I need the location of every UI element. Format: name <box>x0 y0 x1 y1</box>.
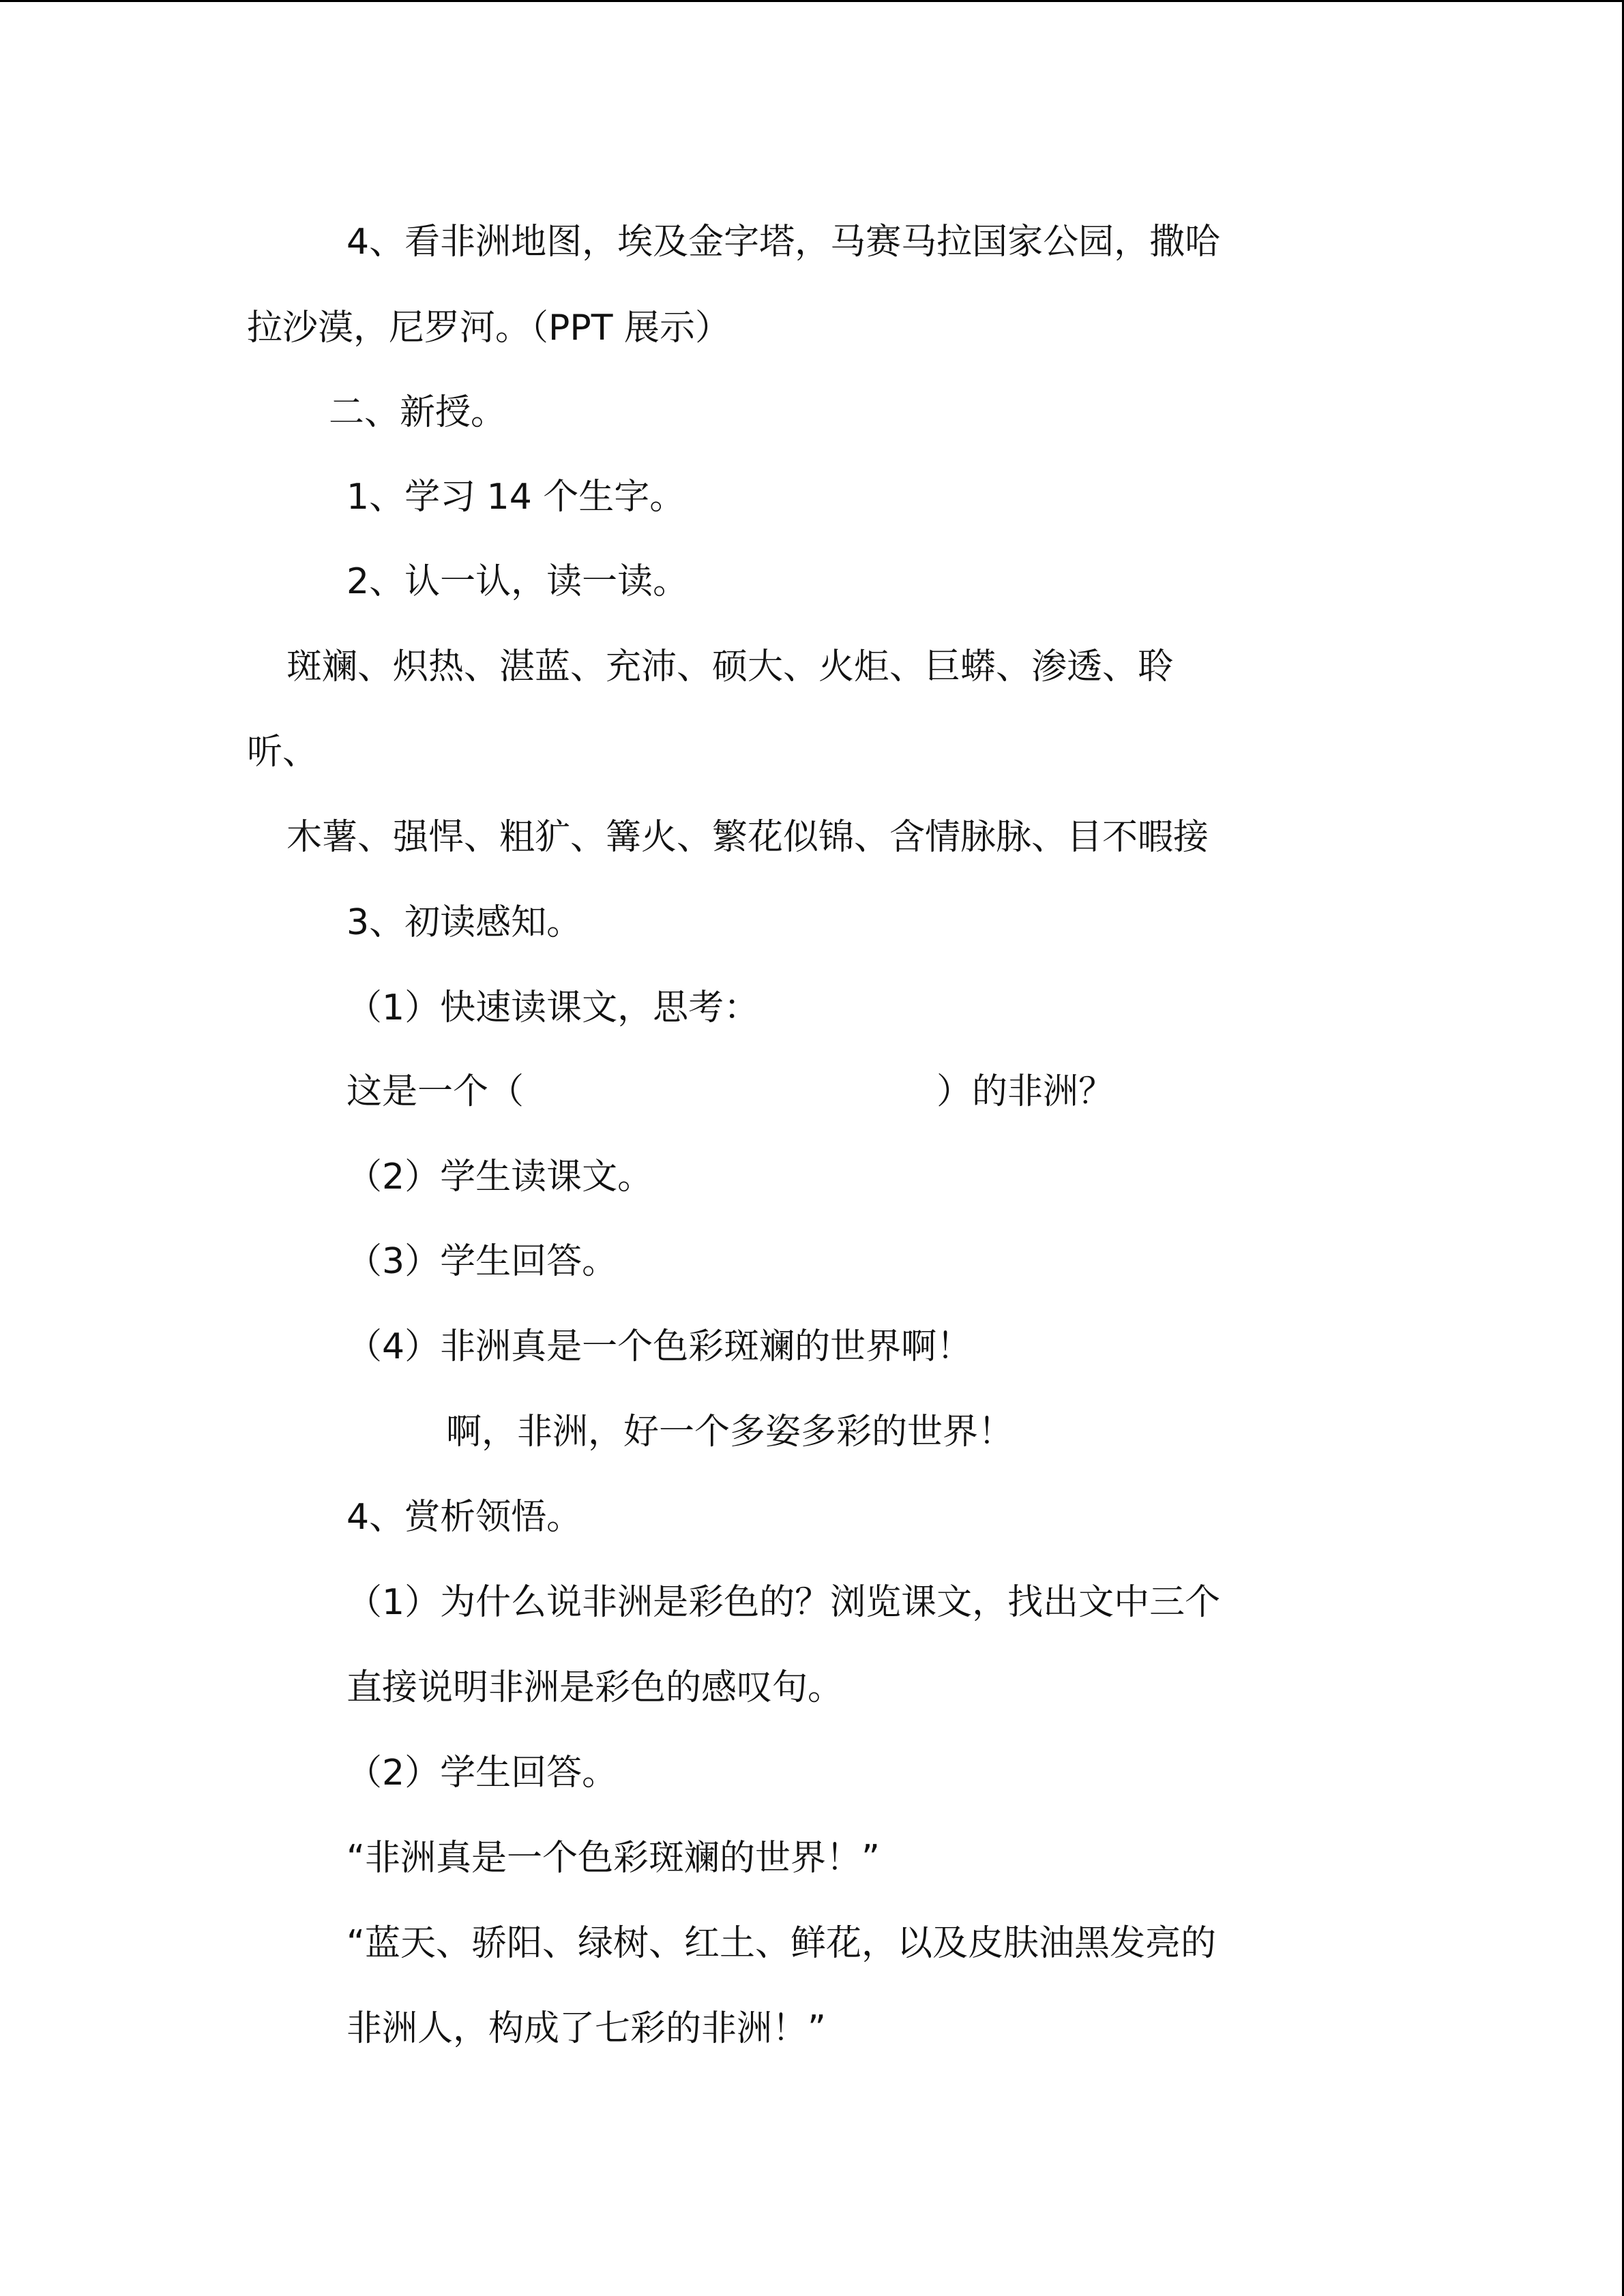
section-heading-new-lesson: 二、新授。 <box>329 392 507 433</box>
quote-seven-colors-cont: 非洲人，构成了七彩的非洲！” <box>346 2008 826 2049</box>
vocabulary-list-1: 斑斓、炽热、湛蓝、充沛、硕大、火炬、巨蟒、渗透、聆 <box>286 646 1174 687</box>
paragraph-map-intro-cont: 拉沙漠，尼罗河。（PPT 展示） <box>247 308 731 348</box>
question-why-colorful: （1）为什么说非洲是彩色的？浏览课文，找出文中三个 <box>346 1582 1221 1623</box>
question-why-colorful-cont: 直接说明非洲是彩色的感叹句。 <box>346 1667 844 1708</box>
fill-in-blank-suffix: ）的非洲？ <box>936 1071 1114 1112</box>
exclamation-colorful-world: 啊，非洲，好一个多姿多彩的世界！ <box>446 1412 1014 1452</box>
paragraph-map-intro: 4、看非洲地图，埃及金字塔，马赛马拉国家公园，撒哈 <box>346 222 1221 263</box>
substep-students-answer-2: （2）学生回答。 <box>346 1753 618 1793</box>
fill-in-blank-prefix: 这是一个（ <box>346 1071 525 1112</box>
vocabulary-list-2: 木薯、强悍、粗犷、篝火、繁花似锦、含情脉脉、目不暇接 <box>286 817 1209 858</box>
substep-students-read: （2）学生读课文。 <box>346 1157 653 1197</box>
substep-students-answer: （3）学生回答。 <box>346 1241 618 1282</box>
fill-in-blank-question <box>346 1064 1114 1119</box>
step-first-reading: 3、初读感知。 <box>346 902 582 943</box>
step-appreciation: 4、赏析领悟。 <box>346 1497 582 1538</box>
vocabulary-list-1-cont: 听、 <box>247 732 319 773</box>
step-learn-characters: 1、学习 14 个生字。 <box>346 477 685 518</box>
substep-colorful-world: （4）非洲真是一个色彩斑斓的世界啊！ <box>346 1326 973 1367</box>
substep-quick-read: （1）快速读课文，思考： <box>346 987 760 1028</box>
quote-colorful-world: “非洲真是一个色彩斑斓的世界！” <box>346 1838 880 1879</box>
quote-seven-colors: “蓝天、骄阳、绿树、红土、鲜花，以及皮肤油黑发亮的 <box>346 1923 1216 1964</box>
step-recognize-read: 2、认一认，读一读。 <box>346 561 689 602</box>
